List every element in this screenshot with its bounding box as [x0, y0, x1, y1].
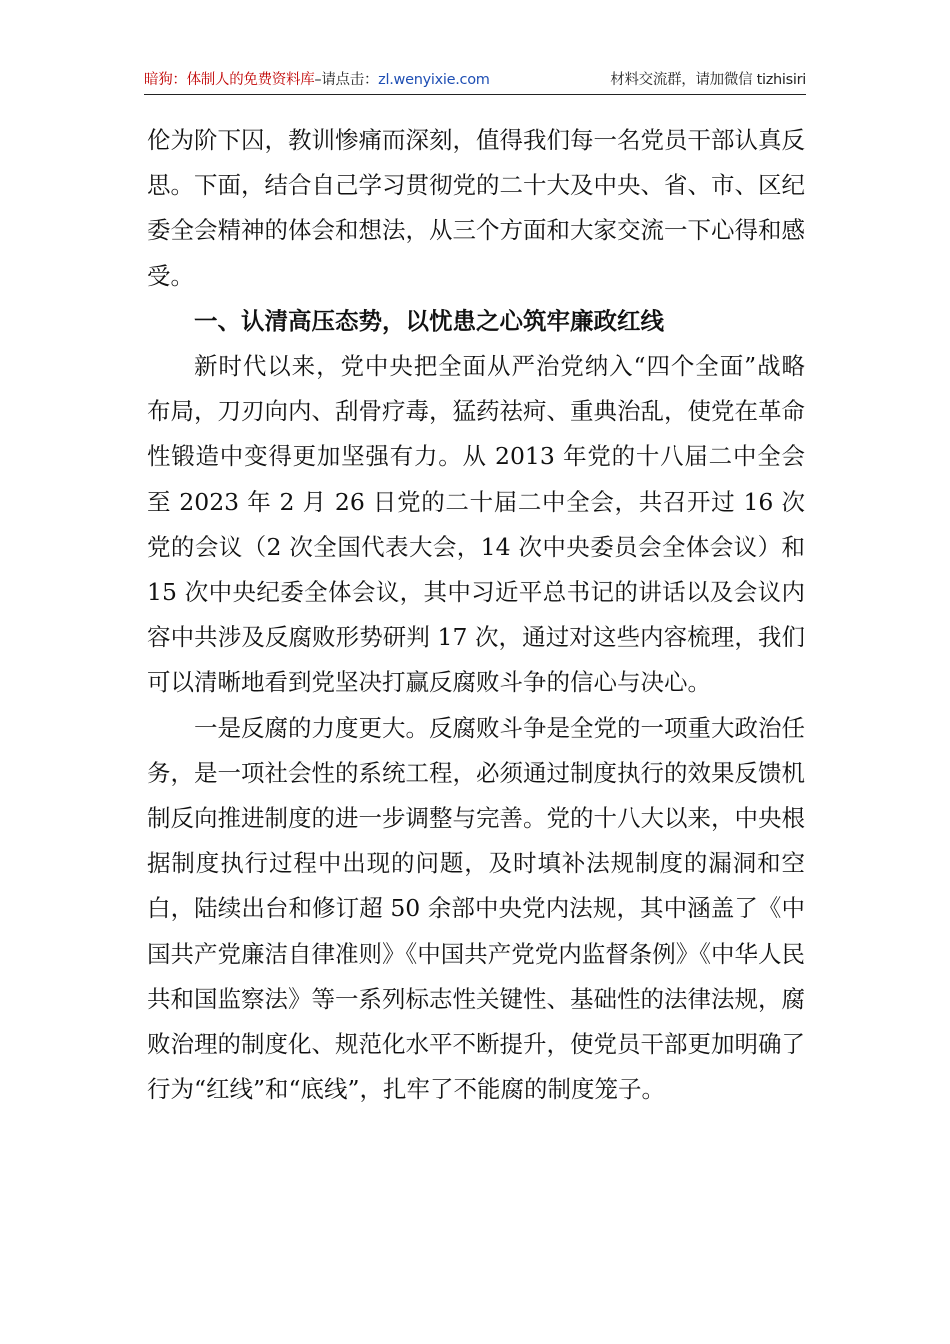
header-brand: 暗狗：体制人的免费资料库 — [144, 71, 315, 88]
header-left — [144, 68, 490, 89]
section-heading-1: 一、认清高压态势，以忧患之心筑牢廉政红线 — [194, 306, 664, 335]
header-link-prompt: 请点击： — [321, 71, 379, 88]
paragraph-1: 伦为阶下囚，教训惨痛而深刻，值得我们每一名党员干部认真反思。下面，结合自己学习贯彻党的二十大及中央、省、市、区纪委全会精神的体会和想法，从三个方面和大家交流一下心得和感受。 — [147, 126, 805, 290]
paragraph-2: 新时代以来，党中央把全面从严治党纳入“四个全面”战略布局，刀刃向内、刮骨疗毒，猛药祛疴、重典治乱，使党在革命性锻造中变得更加坚强有力。从 2013 年党的十八届二中全会至 2023 年 2 月 26 日党的二十届二中全会，共召开过 16 次党的会议（2 次全国代表大会，14 次中央委员会全体会议）和 15 次中央纪委全体会议，其中习近平总书记的讲话以及会议内容中共涉及反腐败形势研判 17 次，通过对这些内容梳理，我们可以清晰地看到党坚决打赢反腐败斗争的信心与决心。 — [147, 352, 805, 697]
header-separator: – — [314, 71, 322, 88]
header-divider — [144, 94, 806, 95]
page-header — [144, 62, 806, 94]
paragraph-3: 一是反腐的力度更大。反腐败斗争是全党的一项重大政治任务，是一项社会性的系统工程，必须通过制度执行的效果反馈机制反向推进制度的进一步调整与完善。党的十八大以来，中央根据制度执行过程中出现的问题，及时填补法规制度的漏洞和空白，陆续出台和修订超 50 余部中央党内法规，其中涵盖了《中国共产党廉洁自律准则》《中国共产党党内监督条例》《中华人民共和国监察法》等一系列标志性关键性、基础性的法律法规，腐败治理的制度化、规范化水平不断提升，使党员干部更加明确了行为“红线”和“底线”，扎牢了不能腐的制度笼子。 — [147, 713, 805, 1104]
header-contact: 材料交流群，请加微信 tizhisiri — [610, 71, 806, 88]
document-body — [147, 118, 805, 1112]
header-link[interactable]: zl.wenyixie.com — [378, 71, 490, 88]
